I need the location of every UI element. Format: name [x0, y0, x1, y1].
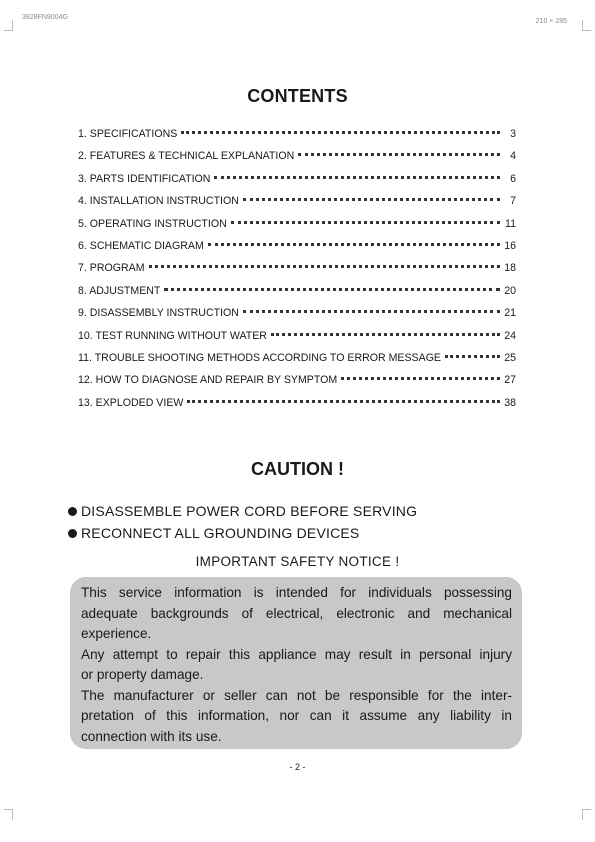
toc-entry-page: 11 — [505, 217, 516, 230]
toc-entry-label: 10. TEST RUNNING WITHOUT WATER — [78, 329, 267, 342]
toc-dot-leader — [187, 400, 500, 403]
notice-line: The manufacturer or seller can not be responsible for the inter- — [81, 687, 512, 703]
safety-notice-box — [70, 577, 522, 749]
toc-entry-page: 25 — [504, 351, 516, 364]
toc-entry[interactable] — [78, 128, 516, 150]
notice-line: This service information is intended for individuals possessing — [81, 585, 512, 600]
toc-entry-label: 2. FEATURES & TECHNICAL EXPLANATION — [78, 150, 295, 163]
toc-entry[interactable] — [78, 218, 516, 240]
toc-entry-page: 3 — [510, 128, 516, 140]
toc-dot-leader — [341, 377, 500, 380]
crop-mark-top-right — [582, 20, 591, 31]
toc-entry[interactable] — [78, 330, 516, 352]
toc-entry-page: 6 — [510, 172, 516, 185]
toc-entry[interactable] — [78, 262, 516, 284]
toc-dot-leader — [164, 288, 500, 291]
toc-entry[interactable] — [78, 374, 516, 396]
toc-entry-label: 1. SPECIFICATIONS — [78, 128, 178, 140]
toc-entry[interactable] — [78, 352, 516, 374]
toc-entry[interactable] — [78, 173, 516, 195]
caution-item — [68, 500, 417, 522]
toc-entry-label: 11. TROUBLE SHOOTING METHODS ACCORDING TO ERROR MESSAGE — [78, 351, 441, 364]
toc-dot-leader — [231, 221, 500, 224]
toc-entry-label: 9. DISASSEMBLY INSTRUCTION — [78, 307, 239, 320]
page-number: - 2 - — [289, 762, 306, 772]
toc-dot-leader — [149, 265, 500, 268]
toc-dot-leader — [445, 355, 500, 358]
toc-entry-label: 8. ADJUSTMENT — [78, 284, 161, 297]
toc-entry-label: 3. PARTS IDENTIFICATION — [78, 172, 211, 185]
notice-line: connection with its use. — [81, 728, 222, 744]
document-code: 3828FN9004G — [22, 14, 68, 21]
toc-entry-label: 5. OPERATING INSTRUCTION — [78, 217, 227, 230]
toc-entry[interactable] — [78, 397, 516, 419]
notice-line: Any attempt to repair this appliance may result in personal injury — [81, 646, 512, 662]
toc-dot-leader — [181, 131, 500, 134]
toc-entry-page: 24 — [504, 329, 516, 342]
caution-list — [68, 500, 417, 544]
toc-dot-leader — [243, 198, 500, 201]
toc-entry-page: 4 — [510, 150, 516, 163]
toc-dot-leader — [298, 153, 500, 156]
contents-title: CONTENTS — [247, 86, 348, 106]
paper-size-label: 210 × 285 — [535, 18, 567, 25]
bullet-icon — [68, 529, 77, 538]
crop-mark-top-left — [4, 20, 13, 31]
toc-entry[interactable] — [78, 240, 516, 262]
toc-entry-page: 27 — [504, 374, 516, 387]
crop-mark-bottom-right — [582, 809, 591, 820]
toc-entry-page: 20 — [504, 284, 516, 297]
toc-entry-page: 7 — [510, 195, 516, 208]
toc-dot-leader — [271, 333, 500, 336]
notice-line: or property damage. — [81, 667, 204, 682]
safety-notice-heading: IMPORTANT SAFETY NOTICE ! — [195, 554, 400, 569]
toc-entry-page: 38 — [504, 396, 516, 409]
crop-mark-bottom-left — [4, 809, 13, 820]
toc-entry-label: 12. HOW TO DIAGNOSE AND REPAIR BY SYMPTOM — [78, 374, 338, 387]
toc-dot-leader — [214, 176, 500, 179]
toc-entry[interactable] — [78, 150, 516, 172]
table-of-contents — [78, 128, 516, 419]
toc-entry-page: 16 — [504, 239, 516, 252]
caution-title: CAUTION ! — [251, 459, 344, 479]
toc-entry-label: 4. INSTALLATION INSTRUCTION — [78, 195, 239, 208]
toc-entry[interactable] — [78, 195, 516, 217]
toc-dot-leader — [208, 243, 500, 246]
bullet-icon — [68, 507, 77, 516]
caution-item-text: RECONNECT ALL GROUNDING DEVICES — [81, 525, 360, 541]
toc-entry[interactable] — [78, 285, 516, 307]
notice-line: experience. — [81, 626, 152, 641]
toc-entry[interactable] — [78, 307, 516, 329]
notice-line: pretation of this information, nor can it assume any liability in — [81, 708, 512, 723]
toc-entry-page: 21 — [504, 307, 516, 320]
caution-item — [68, 522, 417, 544]
toc-entry-label: 13. EXPLODED VIEW — [78, 396, 184, 409]
toc-entry-page: 18 — [504, 262, 516, 275]
caution-item-text: DISASSEMBLE POWER CORD BEFORE SERVING — [81, 503, 418, 519]
toc-dot-leader — [243, 310, 500, 313]
notice-line: adequate backgrounds of electrical, electronic and mechanical — [81, 605, 512, 621]
toc-entry-label: 6. SCHEMATIC DIAGRAM — [78, 239, 204, 252]
toc-entry-label: 7. PROGRAM — [78, 262, 145, 275]
